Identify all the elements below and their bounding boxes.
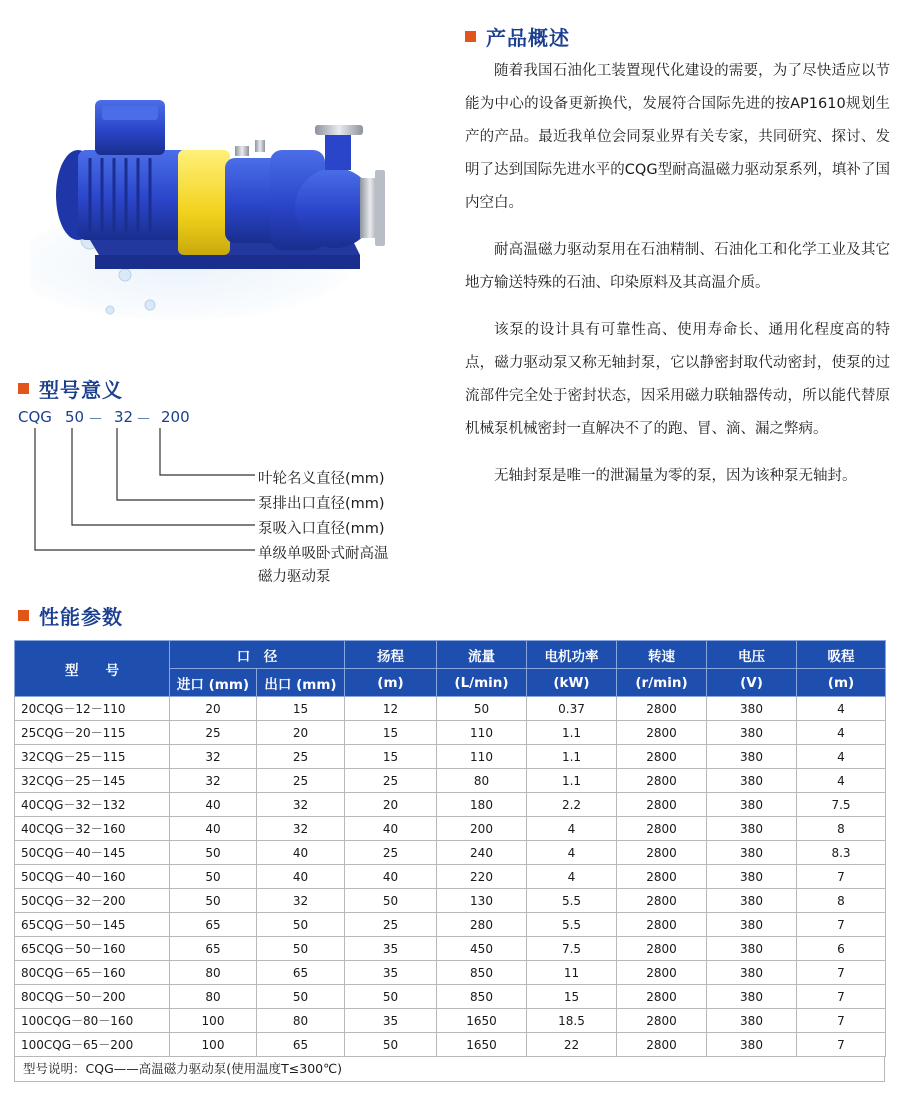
table-cell: 50 xyxy=(257,913,345,937)
table-cell: 4 xyxy=(527,817,617,841)
table-cell: 200 xyxy=(437,817,527,841)
model-connector-lines xyxy=(0,425,260,560)
table-cell: 15 xyxy=(345,745,437,769)
table-cell: 4 xyxy=(797,769,886,793)
table-cell: 20 xyxy=(170,697,257,721)
table-cell: 380 xyxy=(707,1009,797,1033)
performance-table-wrap xyxy=(14,640,885,1082)
table-row xyxy=(15,697,886,721)
table-cell: 4 xyxy=(797,745,886,769)
model-note: 型号说明：CQG——高温磁力驱动泵(使用温度T≤300℃) xyxy=(14,1057,885,1082)
meaning-impeller: 叶轮名义直径(mm) xyxy=(258,471,385,487)
table-cell: 240 xyxy=(437,841,527,865)
table-cell: 130 xyxy=(437,889,527,913)
table-cell: 7.5 xyxy=(527,937,617,961)
table-cell: 50CQG－40－160 xyxy=(15,865,170,889)
table-cell: 380 xyxy=(707,985,797,1009)
table-cell: 15 xyxy=(257,697,345,721)
col-head: 扬程 xyxy=(345,641,437,669)
table-cell: 11 xyxy=(527,961,617,985)
table-cell: 2.2 xyxy=(527,793,617,817)
table-cell: 380 xyxy=(707,697,797,721)
table-cell: 4 xyxy=(797,697,886,721)
table-cell: 50 xyxy=(257,985,345,1009)
table-row xyxy=(15,769,886,793)
table-cell: 8.3 xyxy=(797,841,886,865)
overview-paragraph: 该泵的设计具有可靠性高、使用寿命长、通用化程度高的特点，磁力驱动泵又称无轴封泵，它以静密封取代动密封，使泵的过流部件完全处于密封状态，因采用磁力联轴器传动，所以能代替原机械泵机械密封一直解决不了的跑、冒、滴、漏之弊病。 xyxy=(465,322,890,437)
table-cell: 380 xyxy=(707,793,797,817)
meaning-outlet: 泵排出口直径(mm) xyxy=(258,496,385,512)
magnetic-pump-illustration xyxy=(30,70,430,340)
table-cell: 80CQG－65－160 xyxy=(15,961,170,985)
performance-table xyxy=(14,640,886,1057)
table-cell: 15 xyxy=(345,721,437,745)
table-cell: 20 xyxy=(345,793,437,817)
table-cell: 100CQG－65－200 xyxy=(15,1033,170,1057)
col-power: 电机功率 xyxy=(527,641,617,669)
table-cell: 65 xyxy=(257,961,345,985)
col-voltage-unit: (V) xyxy=(707,669,797,697)
table-cell: 32CQG－25－115 xyxy=(15,745,170,769)
col-caliber: 口 径 xyxy=(170,641,345,669)
table-cell: 380 xyxy=(707,1033,797,1057)
table-cell: 40CQG－32－160 xyxy=(15,817,170,841)
table-cell: 110 xyxy=(437,745,527,769)
table-cell: 2800 xyxy=(617,937,707,961)
table-cell: 100 xyxy=(170,1009,257,1033)
table-cell: 8 xyxy=(797,817,886,841)
table-cell: 25 xyxy=(345,769,437,793)
table-cell: 32 xyxy=(257,817,345,841)
table-cell: 12 xyxy=(345,697,437,721)
table-cell: 8 xyxy=(797,889,886,913)
table-cell: 80 xyxy=(257,1009,345,1033)
model-meaning-title: 型号意义 xyxy=(39,378,123,402)
table-cell: 40 xyxy=(170,817,257,841)
table-cell: 2800 xyxy=(617,1009,707,1033)
table-cell: 50 xyxy=(170,865,257,889)
table-cell: 2800 xyxy=(617,865,707,889)
table-row xyxy=(15,985,886,1009)
performance-title: 性能参数 xyxy=(39,605,123,629)
table-cell: 1.1 xyxy=(527,721,617,745)
table-cell: 2800 xyxy=(617,793,707,817)
table-cell: 25 xyxy=(257,745,345,769)
table-cell: 450 xyxy=(437,937,527,961)
table-cell: 40 xyxy=(345,817,437,841)
col-speed-unit: (r/min) xyxy=(617,669,707,697)
table-cell: 20 xyxy=(257,721,345,745)
table-cell: 2800 xyxy=(617,817,707,841)
table-cell: 850 xyxy=(437,961,527,985)
heading-bullet-icon xyxy=(465,31,476,42)
table-row xyxy=(15,793,886,817)
table-row xyxy=(15,889,886,913)
meaning-type: 单级单吸卧式耐高温 xyxy=(258,546,389,562)
table-cell: 50CQG－40－145 xyxy=(15,841,170,865)
table-cell: 380 xyxy=(707,841,797,865)
overview-paragraph: 随着我国石油化工装置现代化建设的需要，为了尽快适应以节能为中心的设备更新换代，发展符合国际先进的按AP1610规划生产的产品。最近我单位会同泵业界有关专家，共同研究、探讨、发明了达到国际先进水平的CQG型耐高温磁力驱动泵系列，填补了国内空白。 xyxy=(465,63,890,211)
table-cell: 25 xyxy=(345,913,437,937)
col-outlet: 出口 (mm) xyxy=(257,669,345,697)
table-row xyxy=(15,841,886,865)
table-row xyxy=(15,1009,886,1033)
table-cell: 80 xyxy=(170,985,257,1009)
performance-heading xyxy=(18,601,123,630)
code-inlet: 50 xyxy=(65,408,85,426)
table-row xyxy=(15,721,886,745)
table-cell: 380 xyxy=(707,769,797,793)
table-cell: 380 xyxy=(707,937,797,961)
code-prefix: CQG xyxy=(18,408,52,426)
table-cell: 1650 xyxy=(437,1009,527,1033)
table-cell: 110 xyxy=(437,721,527,745)
table-cell: 35 xyxy=(345,1009,437,1033)
table-cell: 80 xyxy=(170,961,257,985)
table-cell: 380 xyxy=(707,817,797,841)
col-power-unit: (kW) xyxy=(527,669,617,697)
table-cell: 50 xyxy=(345,1033,437,1057)
table-cell: 100CQG－80－160 xyxy=(15,1009,170,1033)
table-cell: 25CQG－20－115 xyxy=(15,721,170,745)
model-meaning-heading xyxy=(18,374,123,403)
table-cell: 4 xyxy=(527,841,617,865)
table-cell: 4 xyxy=(797,721,886,745)
code-dash: － xyxy=(136,410,152,428)
table-cell: 50 xyxy=(170,889,257,913)
table-cell: 50 xyxy=(437,697,527,721)
table-cell: 100 xyxy=(170,1033,257,1057)
table-cell: 50 xyxy=(345,985,437,1009)
table-cell: 80CQG－50－200 xyxy=(15,985,170,1009)
col-model: 型 号 xyxy=(15,641,170,697)
table-cell: 40 xyxy=(257,841,345,865)
table-cell: 1.1 xyxy=(527,769,617,793)
table-cell: 2800 xyxy=(617,841,707,865)
table-cell: 850 xyxy=(437,985,527,1009)
table-cell: 1.1 xyxy=(527,745,617,769)
table-cell: 380 xyxy=(707,865,797,889)
table-cell: 32 xyxy=(257,889,345,913)
pump-image xyxy=(30,70,430,340)
table-cell: 32 xyxy=(170,769,257,793)
heading-bullet-icon xyxy=(18,383,29,394)
table-cell: 4 xyxy=(527,865,617,889)
table-cell: 65 xyxy=(257,1033,345,1057)
table-cell: 280 xyxy=(437,913,527,937)
col-speed: 转速 xyxy=(617,641,707,669)
table-cell: 380 xyxy=(707,721,797,745)
table-cell: 2800 xyxy=(617,721,707,745)
table-cell: 1650 xyxy=(437,1033,527,1057)
col-voltage: 电压 xyxy=(707,641,797,669)
table-cell: 2800 xyxy=(617,745,707,769)
table-cell: 18.5 xyxy=(527,1009,617,1033)
table-cell: 2800 xyxy=(617,1033,707,1057)
col-suction-unit: (m) xyxy=(797,669,886,697)
overview-paragraph: 无轴封泵是唯一的泄漏量为零的泵，因为该种泵无轴封。 xyxy=(494,468,857,484)
table-cell: 5.5 xyxy=(527,889,617,913)
table-cell: 65 xyxy=(170,913,257,937)
table-cell: 50 xyxy=(345,889,437,913)
col-inlet: 进口 (mm) xyxy=(170,669,257,697)
table-row xyxy=(15,865,886,889)
table-cell: 7 xyxy=(797,913,886,937)
table-cell: 40 xyxy=(170,793,257,817)
col-flow: 流量 xyxy=(437,641,527,669)
table-row xyxy=(15,745,886,769)
table-cell: 2800 xyxy=(617,913,707,937)
table-cell: 380 xyxy=(707,913,797,937)
overview-title: 产品概述 xyxy=(486,26,570,50)
table-cell: 7 xyxy=(797,865,886,889)
table-cell: 50 xyxy=(170,841,257,865)
table-cell: 7 xyxy=(797,1033,886,1057)
table-cell: 50 xyxy=(257,937,345,961)
table-cell: 25 xyxy=(170,721,257,745)
code-outlet: 32 xyxy=(114,408,134,426)
table-cell: 40 xyxy=(345,865,437,889)
table-cell: 35 xyxy=(345,961,437,985)
table-cell: 5.5 xyxy=(527,913,617,937)
table-cell: 80 xyxy=(437,769,527,793)
table-cell: 35 xyxy=(345,937,437,961)
table-cell: 32CQG－25－145 xyxy=(15,769,170,793)
table-cell: 50CQG－32－200 xyxy=(15,889,170,913)
table-cell: 15 xyxy=(527,985,617,1009)
col-head-unit: (m) xyxy=(345,669,437,697)
table-cell: 2800 xyxy=(617,985,707,1009)
table-cell: 22 xyxy=(527,1033,617,1057)
meaning-type-cont: 磁力驱动泵 xyxy=(258,569,331,585)
table-cell: 65CQG－50－145 xyxy=(15,913,170,937)
table-cell: 2800 xyxy=(617,889,707,913)
table-cell: 220 xyxy=(437,865,527,889)
overview-paragraph: 耐高温磁力驱动泵用在石油精制、石油化工和化学工业及其它地方输送特殊的石油、印染原料及其高温介质。 xyxy=(465,242,890,291)
table-cell: 65CQG－50－160 xyxy=(15,937,170,961)
table-cell: 0.37 xyxy=(527,697,617,721)
table-cell: 380 xyxy=(707,745,797,769)
table-cell: 7 xyxy=(797,1009,886,1033)
table-cell: 380 xyxy=(707,889,797,913)
table-cell: 6 xyxy=(797,937,886,961)
table-cell: 2800 xyxy=(617,697,707,721)
table-cell: 32 xyxy=(257,793,345,817)
meaning-inlet: 泵吸入口直径(mm) xyxy=(258,521,385,537)
table-row xyxy=(15,937,886,961)
table-cell: 25 xyxy=(257,769,345,793)
overview-text xyxy=(465,55,890,507)
table-cell: 2800 xyxy=(617,769,707,793)
heading-bullet-icon xyxy=(18,610,29,621)
table-cell: 2800 xyxy=(617,961,707,985)
table-cell: 180 xyxy=(437,793,527,817)
table-cell: 32 xyxy=(170,745,257,769)
table-cell: 7 xyxy=(797,985,886,1009)
table-cell: 65 xyxy=(170,937,257,961)
table-cell: 20CQG－12－110 xyxy=(15,697,170,721)
performance-table-body xyxy=(15,697,886,1057)
table-cell: 380 xyxy=(707,961,797,985)
table-cell: 40CQG－32－132 xyxy=(15,793,170,817)
col-flow-unit: (L/min) xyxy=(437,669,527,697)
table-cell: 7.5 xyxy=(797,793,886,817)
code-dash: － xyxy=(88,410,104,428)
table-row xyxy=(15,1033,886,1057)
table-cell: 40 xyxy=(257,865,345,889)
table-cell: 25 xyxy=(345,841,437,865)
table-row xyxy=(15,913,886,937)
table-cell: 7 xyxy=(797,961,886,985)
overview-heading xyxy=(465,22,570,51)
table-row xyxy=(15,961,886,985)
code-impeller: 200 xyxy=(161,408,190,426)
col-suction: 吸程 xyxy=(797,641,886,669)
table-row xyxy=(15,817,886,841)
